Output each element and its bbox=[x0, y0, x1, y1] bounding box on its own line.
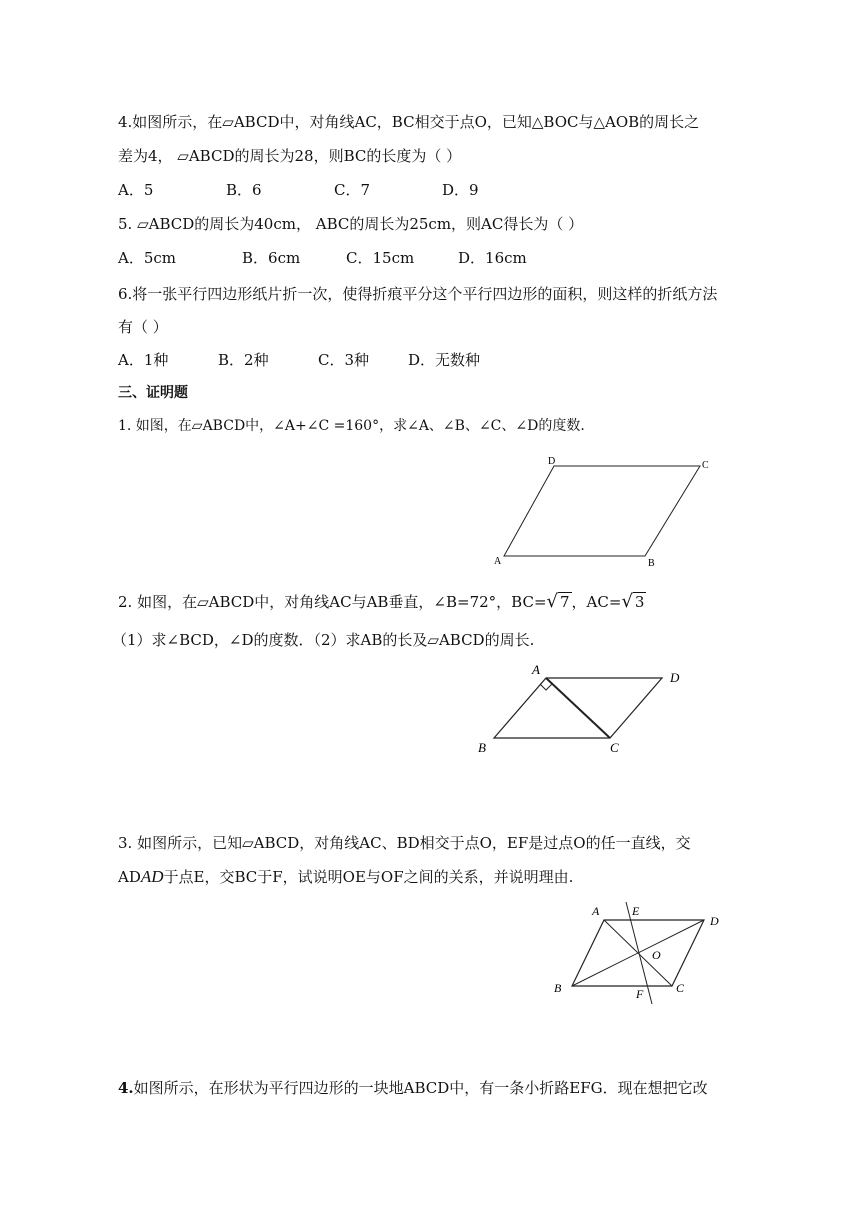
p1-label-d: D bbox=[548, 456, 556, 467]
p1-label-b: B bbox=[648, 558, 655, 569]
q6-option-b: B．2种 bbox=[218, 351, 269, 369]
p3-text-line2 bbox=[118, 867, 573, 887]
q6-text-line2: 有（ ） bbox=[118, 318, 168, 336]
q4-text-line1: 4.如图所示，在▱ABCD中，对角线AC，BC相交于点O，已知△BOC与△AOB的周长之 bbox=[118, 113, 700, 131]
q6-option-d: D．无数种 bbox=[408, 351, 481, 369]
q4-text-line2: 差为4， ▱ABCD的周长为28，则BC的长度为（ ） bbox=[118, 147, 462, 165]
p4-text-body: 如图所示，在形状为平行四边形的一块地ABCD中，有一条小折路EFG．现在想把它改 bbox=[133, 1079, 708, 1097]
p1-label-c: C bbox=[702, 460, 709, 471]
q6-text-line1: 6.将一张平行四边形纸片折一次，使得折痕平分这个平行四边形的面积，则这样的折纸方法 bbox=[118, 285, 718, 303]
p1-label-a: A bbox=[494, 556, 502, 567]
section-title-proof: 三、证明题 bbox=[118, 385, 188, 401]
q4-option-a: A．5 bbox=[118, 181, 154, 199]
q4-option-d: D．9 bbox=[442, 181, 479, 199]
q5-option-a: A．5cm bbox=[118, 249, 177, 267]
p3-label-d: D bbox=[710, 914, 719, 928]
p3-label-f: F bbox=[636, 987, 644, 1001]
p3-label-c: C bbox=[676, 981, 685, 995]
p2-bc-radicand: 7 bbox=[560, 593, 570, 611]
p2-ac-radicand: 3 bbox=[634, 593, 645, 611]
q5-option-d: D．16cm bbox=[458, 249, 527, 267]
p3-label-b: B bbox=[554, 981, 562, 995]
p3-text-rest: 于点E，交BC于F，试说明OE与OF之间的关系，并说明理由. bbox=[163, 868, 574, 886]
p3-text-ad-italic: AD bbox=[140, 867, 164, 886]
q6-option-c: C．3种 bbox=[318, 351, 370, 369]
q5-option-b: B．6cm bbox=[242, 249, 301, 267]
p2-label-a: A bbox=[532, 662, 540, 677]
p2-text-line2: （1）求∠BCD，∠D的度数．（2）求AB的长及▱ABCD的周长. bbox=[112, 631, 535, 649]
p2-text-before: 2. 如图，在▱ABCD中，对角线AC与AB垂直，∠B=72°，BC= bbox=[118, 593, 547, 611]
q4-option-c: C．7 bbox=[334, 181, 371, 199]
p3-parallelogram-figure bbox=[548, 896, 738, 1008]
p3-label-e: E bbox=[632, 904, 640, 918]
p1-parallelogram-figure bbox=[490, 452, 720, 570]
q5-option-c: C．15cm bbox=[346, 249, 415, 267]
p2-parallelogram-figure bbox=[470, 660, 700, 756]
p2-text-mid: ，AC= bbox=[571, 593, 622, 611]
p4-text bbox=[118, 1078, 708, 1098]
p3-text-ad: AD bbox=[118, 868, 141, 886]
p4-number: 4. bbox=[118, 1079, 134, 1097]
p2-ac-sqrt: √ 3 bbox=[621, 591, 645, 612]
p3-text-line1: 3. 如图所示，已知▱ABCD，对角线AC、BD相交于点O，EF是过点O的任一直线，交 bbox=[118, 834, 691, 852]
q5-text-line1: 5. ▱ABCD的周长为40cm， ABC的周长为25cm，则AC得长为（ ） bbox=[118, 215, 584, 233]
p2-label-b: B bbox=[478, 740, 486, 755]
p2-bc-sqrt: √ 7 bbox=[546, 591, 570, 612]
p3-label-a: A bbox=[592, 904, 600, 918]
p2-text-line1 bbox=[118, 592, 646, 612]
p3-label-o: O bbox=[652, 948, 661, 962]
p1-text: 1. 如图，在▱ABCD中，∠A+∠C =160°，求∠A、∠B、∠C、∠D的度数. bbox=[118, 418, 585, 434]
q4-option-b: B．6 bbox=[226, 181, 262, 199]
q6-option-a: A．1种 bbox=[118, 351, 169, 369]
p2-label-d: D bbox=[670, 670, 680, 685]
p2-label-c: C bbox=[610, 740, 619, 755]
